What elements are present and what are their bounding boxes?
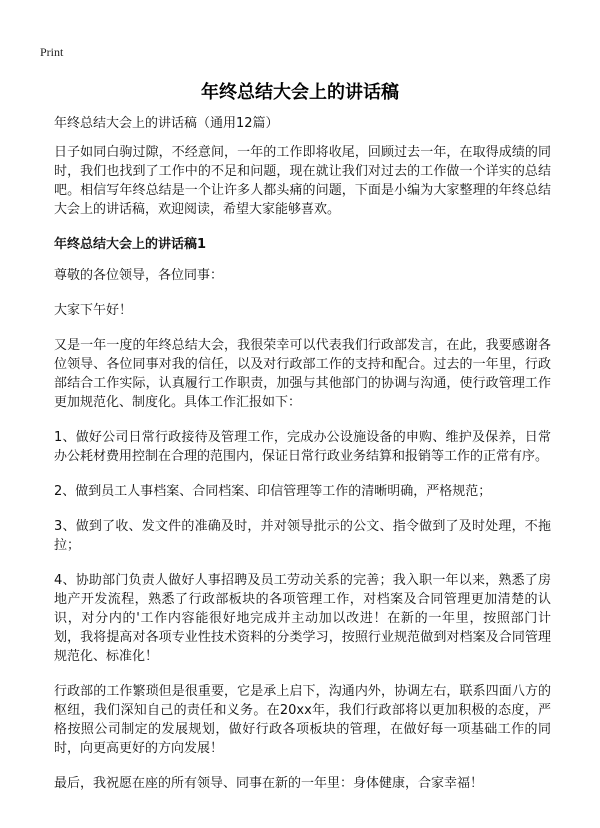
print-link[interactable]: Print bbox=[40, 45, 64, 59]
section-heading: 年终总结大会上的讲话稿1 bbox=[54, 237, 207, 252]
body-paragraph: 1、做好公司日常行政接待及管理工作，完成办公设施设备的申购、维护及保养，日常办公耗材费用控制在合理的范围内，保证日常行政业务结算和报销等工作的正常有序。 bbox=[54, 430, 551, 464]
body-paragraph: 4、协助部门负责人做好人事招聘及员工劳动关系的完善；我入职一年以来，熟悉了房地产开发流程，熟悉了行政部板块的各项管理工作，对档案及合同管理更加清楚的认识，对分内的'工作内容能很好地完成并主动加以改进！在新的一年里，按照部门计划，我将提高对各项专业性技术资料的分类学习，按照行业规范做到对档案及合同管理规范化、标准化！ bbox=[54, 573, 551, 664]
greeting-paragraph: 大家下午好！ bbox=[54, 303, 133, 318]
body-paragraph: 2、做到员工人事档案、合同档案、印信管理等工作的清晰明确，严格规范； bbox=[54, 484, 492, 499]
article-body bbox=[54, 114, 551, 809]
article-subtitle: 年终总结大会上的讲话稿（通用12篇） bbox=[54, 116, 279, 131]
body-paragraph: 又是一年一度的年终总结大会，我很荣幸可以代表我们行政部发言，在此，我要感谢各位领导、各位同事对我的信任，以及对行政部工作的支持和配合。过去的一年里，行政部结合工作实际，认真履行工作职责，加强与其他部门的协调与沟通，使行政管理工作更加规范化、制度化。具体工作汇报如下： bbox=[54, 338, 551, 410]
salutation-paragraph: 尊敬的各位领导，各位同事： bbox=[54, 268, 224, 283]
body-paragraph: 3、做到了收、发文件的准确及时，并对领导批示的公文、指令做到了及时处理，不拖拉； bbox=[54, 519, 551, 553]
body-paragraph: 行政部的工作繁琐但是很重要，它是承上启下，沟通内外，协调左右，联系四面八方的枢纽，我们深知自己的责任和义务。在20xx年，我们行政部将以更加积极的态度，严格按照公司制定的发展规划，做好行政各项板块的管理，在做好每一项基础工作的同时，向更高更好的方向发展！ bbox=[54, 684, 551, 756]
intro-paragraph: 日子如同白驹过隙，不经意间，一年的工作即将收尾，回顾过去一年，在取得成绩的同时，我们也找到了工作中的不足和问题，现在就让我们对过去的工作做一个详实的总结吧。相信写年终总结是一个让许多人都头痛的问题，下面是小编为大家整理的年终总结大会上的讲话稿，欢迎阅读，希望大家能够喜欢。 bbox=[54, 145, 551, 217]
closing-paragraph: 最后，我祝愿在座的所有领导、同事在新的一年里：身体健康，合家幸福！ bbox=[54, 776, 484, 791]
page-title: 年终总结大会上的讲话稿 bbox=[201, 82, 399, 103]
